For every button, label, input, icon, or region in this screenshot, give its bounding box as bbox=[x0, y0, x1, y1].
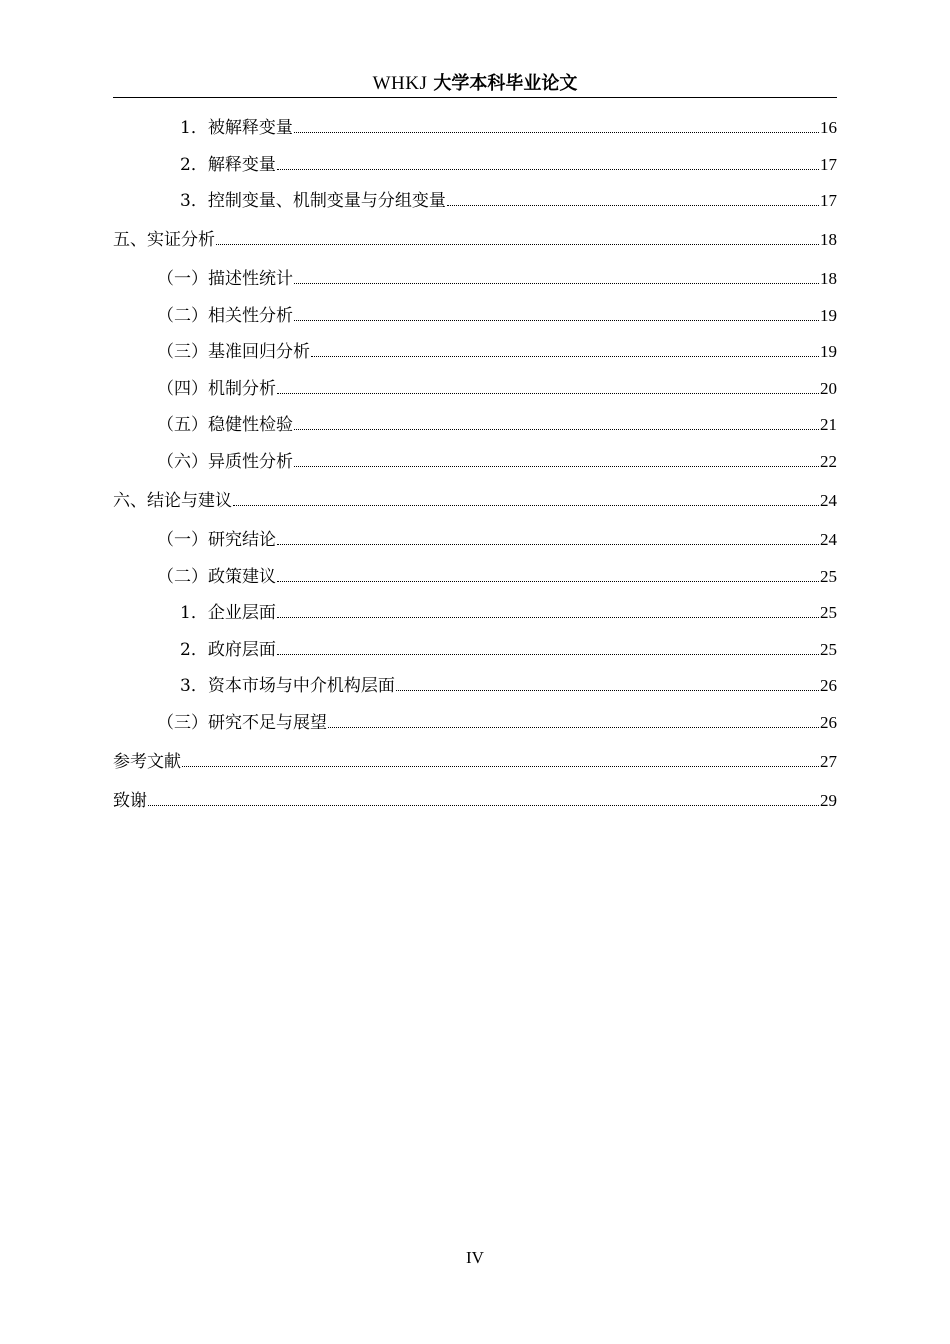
toc-entry[interactable] bbox=[113, 114, 837, 138]
toc-leader-dots bbox=[148, 805, 819, 806]
toc-entry[interactable] bbox=[113, 748, 837, 772]
header-latin-title: WHKJ bbox=[372, 73, 428, 94]
toc-leader-dots bbox=[216, 244, 819, 245]
toc-entry-title: （一）描述性统计 bbox=[157, 269, 293, 289]
toc-entry-page: 18 bbox=[820, 269, 837, 288]
toc-leader-dots bbox=[294, 132, 819, 133]
toc-entry-title: 六、结论与建议 bbox=[113, 491, 232, 511]
toc-entry-title: 3．控制变量、机制变量与分组变量 bbox=[180, 191, 446, 211]
toc-entry-page: 25 bbox=[820, 640, 837, 659]
toc-entry[interactable] bbox=[113, 636, 837, 660]
toc-entry-title: （一）研究结论 bbox=[157, 530, 276, 550]
toc-entry-page: 26 bbox=[820, 713, 837, 732]
toc-entry-title: （四）机制分析 bbox=[157, 379, 276, 399]
toc-entry[interactable] bbox=[113, 526, 837, 550]
toc-leader-dots bbox=[294, 429, 819, 430]
toc-entry-page: 24 bbox=[820, 530, 837, 549]
toc-entry-page: 19 bbox=[820, 306, 837, 325]
toc-leader-dots bbox=[328, 727, 819, 728]
toc-entry-page: 18 bbox=[820, 230, 837, 249]
toc-entry-page: 21 bbox=[820, 415, 837, 434]
toc-entry[interactable] bbox=[113, 302, 837, 326]
toc-entry[interactable] bbox=[113, 187, 837, 211]
page-number: IV bbox=[466, 1248, 484, 1267]
toc-leader-dots bbox=[277, 617, 819, 618]
toc-entry-title: 参考文献 bbox=[113, 752, 181, 772]
toc-entry-page: 16 bbox=[820, 118, 837, 137]
toc-entry-title: （六）异质性分析 bbox=[157, 452, 293, 472]
toc-entry[interactable] bbox=[113, 563, 837, 587]
toc-entry-title: 2．解释变量 bbox=[180, 155, 276, 175]
toc-entry[interactable] bbox=[113, 787, 837, 811]
toc-entry[interactable] bbox=[113, 375, 837, 399]
toc-entry[interactable] bbox=[113, 448, 837, 472]
page-header bbox=[113, 70, 837, 96]
toc-entry-title: 1．企业层面 bbox=[180, 603, 276, 623]
toc-entry[interactable] bbox=[113, 226, 837, 250]
header-rule bbox=[113, 97, 837, 98]
header-cn-title: 大学本科毕业论文 bbox=[433, 73, 578, 94]
toc-entry-title: （三）基准回归分析 bbox=[157, 342, 310, 362]
toc-leader-dots bbox=[277, 581, 819, 582]
toc-entry[interactable] bbox=[113, 411, 837, 435]
toc-entry-page: 17 bbox=[820, 155, 837, 174]
toc-entry-page: 27 bbox=[820, 752, 837, 771]
toc-entry-page: 26 bbox=[820, 676, 837, 695]
toc-entry-title: （二）政策建议 bbox=[157, 567, 276, 587]
toc-entry-title: 1．被解释变量 bbox=[180, 118, 293, 138]
toc-entry-title: （二）相关性分析 bbox=[157, 306, 293, 326]
toc-entry[interactable] bbox=[113, 487, 837, 511]
toc-entry-title: 五、实证分析 bbox=[113, 230, 215, 250]
toc-leader-dots bbox=[277, 393, 819, 394]
toc-leader-dots bbox=[311, 356, 819, 357]
toc-leader-dots bbox=[182, 766, 819, 767]
toc-leader-dots bbox=[277, 169, 819, 170]
toc-leader-dots bbox=[447, 205, 819, 206]
toc-entry-title: （三）研究不足与展望 bbox=[157, 713, 327, 733]
toc-entry-page: 19 bbox=[820, 342, 837, 361]
toc-entry-page: 17 bbox=[820, 191, 837, 210]
toc-entry-title: 2．政府层面 bbox=[180, 640, 276, 660]
toc-entry-page: 22 bbox=[820, 452, 837, 471]
toc-entry[interactable] bbox=[113, 709, 837, 733]
toc-entry[interactable] bbox=[113, 599, 837, 623]
toc-leader-dots bbox=[294, 320, 819, 321]
toc-leader-dots bbox=[294, 466, 819, 467]
toc-entry-page: 24 bbox=[820, 491, 837, 510]
toc-entry-title: 3．资本市场与中介机构层面 bbox=[180, 676, 395, 696]
toc-entry[interactable] bbox=[113, 338, 837, 362]
toc-entry[interactable] bbox=[113, 265, 837, 289]
toc-entry-title: 致谢 bbox=[113, 791, 147, 811]
toc-entry[interactable] bbox=[113, 672, 837, 696]
toc-leader-dots bbox=[294, 283, 819, 284]
toc-leader-dots bbox=[396, 690, 819, 691]
toc-leader-dots bbox=[277, 544, 819, 545]
toc-entry[interactable] bbox=[113, 151, 837, 175]
toc-entry-page: 25 bbox=[820, 603, 837, 622]
toc-leader-dots bbox=[233, 505, 819, 506]
toc-entry-title: （五）稳健性检验 bbox=[157, 415, 293, 435]
toc-entry-page: 29 bbox=[820, 791, 837, 810]
toc-entry-page: 20 bbox=[820, 379, 837, 398]
toc-leader-dots bbox=[277, 654, 819, 655]
toc-entry-page: 25 bbox=[820, 567, 837, 586]
